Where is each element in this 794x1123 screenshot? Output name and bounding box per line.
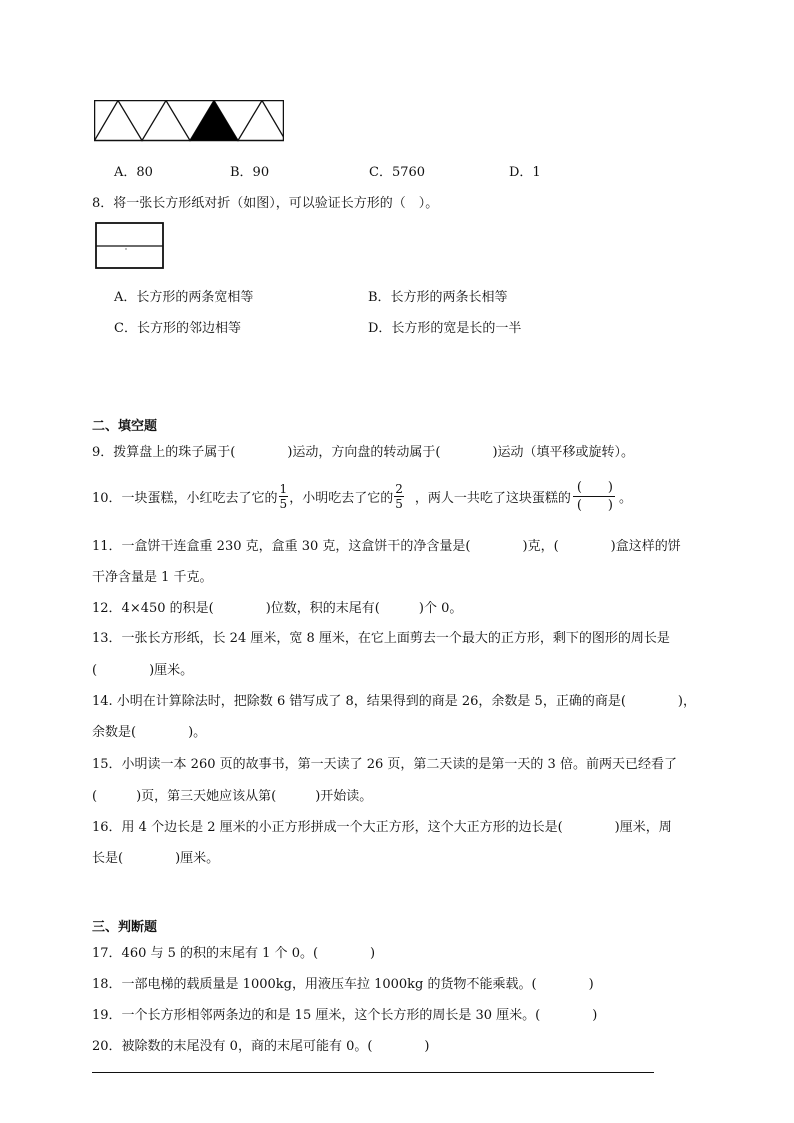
q7-option-c[interactable]: C．5760 [369, 165, 426, 180]
q8-option-a[interactable]: A．长方形的两条宽相等 [114, 290, 254, 305]
shaded-triangle [190, 101, 238, 141]
q10-answer-fraction[interactable] [573, 481, 617, 512]
q10-fraction-2-numerator: 2 [395, 481, 403, 496]
triangle-strip-figure [94, 100, 284, 142]
q19-text: 19．一个长方形相邻两条边的和是 15 厘米，这个长方形的周长是 30 厘米。( ) [92, 1008, 598, 1023]
q15-line1: 15．小明读一本 260 页的故事书，第一天读了 26 页，第二天读的是第一天的 3 倍。前两天已经看了 [92, 757, 677, 772]
q12-text: 12．4×450 的积是( )位数，积的末尾有( )个 0。 [92, 601, 463, 616]
q7-option-b[interactable]: B．90 [230, 165, 270, 180]
q10-part2: ，小明吃去了它的 [289, 490, 394, 506]
q16-line2: 长是( )厘米。 [92, 851, 220, 866]
q17-text: 17．460 与 5 的积的末尾有 1 个 0。( ) [92, 946, 376, 961]
q18-text: 18．一部电梯的载质量是 1000kg，用液压车拉 1000kg 的货物不能乘载。( ) [92, 977, 594, 992]
q13-line1: 13．一张长方形纸，长 24 厘米，宽 8 厘米，在它上面剪去一个最大的正方形，剩下的图形的周长是 [92, 631, 670, 646]
q10-fraction-2-denominator: 5 [395, 496, 403, 511]
q11-line1: 11．一盒饼干连盒重 230 克，盒重 30 克，这盒饼干的净含量是( )克，( )盒这样的饼 [92, 539, 681, 554]
q10-fraction-1-denominator: 5 [279, 496, 288, 511]
q10-part1: 10．一块蛋糕，小红吃去了它的 [92, 490, 278, 506]
q14-line1: 14. 小明在计算除法时，把除数 6 错写成了 8，结果得到的商是 26，余数是 5，正确的商是( )， [92, 694, 696, 709]
q10-fraction-1-numerator: 1 [279, 481, 288, 496]
q15-line2: ( )页，第三天她应该从第( )开始读。 [92, 789, 373, 804]
q13-line2: ( )厘米。 [92, 663, 194, 678]
folded-rectangle-figure [95, 222, 165, 270]
q11-line2: 干净含量是 1 千克。 [92, 570, 213, 585]
q8-stem: 8．将一张长方形纸对折（如图），可以验证长方形的（ ）。 [92, 196, 439, 211]
q10-fraction-2 [394, 483, 404, 510]
section-true-false-title: 三、判断题 [92, 920, 158, 935]
q7-option-a[interactable]: A．80 [114, 165, 153, 180]
q8-option-b[interactable]: B．长方形的两条长相等 [368, 290, 508, 305]
q8-option-d[interactable]: D．长方形的宽是长的一半 [368, 321, 522, 336]
q10-fraction-1 [279, 483, 289, 510]
q9-text: 9．拨算盘上的珠子属于( )运动，方向盘的转动属于( )运动（填平移或旋转）。 [92, 445, 635, 460]
q14-line2: 余数是( )。 [92, 725, 207, 740]
q10-row [92, 476, 632, 516]
q10-answer-numerator-blank[interactable]: ( ) [576, 479, 614, 495]
q7-option-d[interactable]: D．1 [509, 165, 541, 180]
q10-end: 。 [619, 490, 633, 506]
q8-option-c[interactable]: C．长方形的邻边相等 [114, 321, 241, 336]
q10-answer-denominator-blank[interactable]: ( ) [576, 497, 614, 513]
section-fill-blank-title: 二、填空题 [92, 419, 158, 434]
q20-text: 20．被除数的末尾没有 0，商的末尾可能有 0。( ) [92, 1039, 430, 1054]
q10-part3: ，两人一共吃了这块蛋糕的 [414, 490, 571, 506]
q16-line1: 16．用 4 个边长是 2 厘米的小正方形拼成一个大正方形，这个大正方形的边长是( )厘米，周 [92, 820, 672, 835]
page-footer-divider [92, 1072, 654, 1073]
